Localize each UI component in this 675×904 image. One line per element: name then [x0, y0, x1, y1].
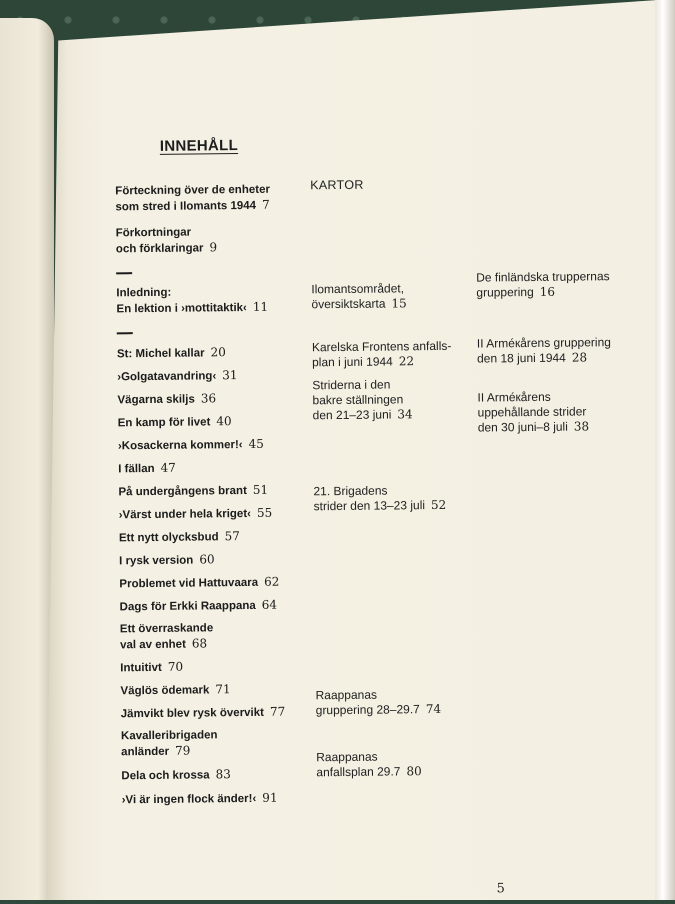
page-ref: 38 — [573, 419, 590, 434]
page-ref: 79 — [175, 743, 191, 758]
toc-entry: Förkortningar och förklaringar 9 — [115, 226, 218, 256]
toc-entry: Jämvikt blev rysk övervikt 77 — [120, 704, 286, 721]
page-ref: 52 — [430, 497, 447, 513]
toc-entry: Väglös ödemark 71 — [120, 682, 231, 698]
page-ref: 68 — [191, 636, 208, 651]
page-ref: 71 — [215, 682, 231, 697]
page-ref: 7 — [261, 197, 270, 212]
page-ref: 16 — [539, 284, 556, 299]
toc-entry: Dela och krossa 83 — [121, 767, 231, 783]
page-ref: 36 — [200, 391, 217, 406]
map-entry: 21. Brigadens strider den 13–23 juli 52 — [313, 483, 447, 514]
page-number: 5 — [496, 881, 505, 897]
page-ref: 15 — [391, 296, 407, 311]
toc-entry: Inledning: En lektion i ›mottitaktik‹ 11 — [116, 286, 269, 316]
toc-entry: Ett nytt olycksbud 57 — [118, 529, 240, 545]
page-ref: 83 — [215, 767, 231, 782]
toc-entry: Vägarna skiljs 36 — [117, 391, 217, 407]
map-entry: Raappanas gruppering 28–29.7 74 — [315, 687, 442, 718]
page-ref: 11 — [252, 299, 269, 314]
page-ref: 34 — [397, 407, 413, 422]
toc-entry: I rysk version 60 — [119, 552, 215, 568]
page-ref: 47 — [160, 460, 176, 475]
toc-entry: ›Vi är ingen flock änder!‹ 91 — [121, 790, 278, 807]
maps-column-right — [476, 269, 646, 435]
maps-column — [310, 177, 475, 780]
page-ref: 91 — [262, 790, 278, 805]
page-ref: 60 — [199, 552, 215, 567]
page-ref: 74 — [425, 701, 442, 717]
page-ref: 51 — [252, 482, 269, 497]
page-ref: 55 — [256, 505, 273, 520]
toc-entry: Förteckning över de enheter som stred i Ilomants 1944 7 — [115, 183, 270, 214]
page-ref: 20 — [210, 345, 226, 360]
page-ref: 62 — [263, 574, 280, 589]
toc-entry: På undergångens brant 51 — [118, 482, 269, 499]
page-ref: 80 — [406, 764, 422, 779]
toc-entry: I fällan 47 — [118, 460, 176, 476]
map-entry: Raappanas anfallsplan 29.7 80 — [316, 749, 422, 780]
toc-entry: Dags för Erkki Raappana 64 — [119, 597, 278, 614]
chapters-column — [115, 182, 295, 807]
page-ref: 45 — [248, 436, 264, 451]
map-entry: De finländska truppernas gruppering 16 — [476, 269, 610, 300]
toc-entry: St: Michel kallar 20 — [116, 345, 226, 361]
toc-entry: Ett överraskande val av enhet 68 — [119, 622, 214, 652]
page-ref: 40 — [216, 414, 232, 429]
toc-entry: ›Golgatavandring‹ 31 — [117, 368, 238, 384]
toc-entry: ›Kosackerna kommer!‹ 45 — [117, 436, 264, 453]
page-title: INNEHÅLL — [159, 137, 239, 155]
section-rule — [116, 272, 132, 274]
map-entry: Ilomantsområdet, översiktskarta 15 — [311, 281, 407, 312]
toc-entry: Kavalleribrigaden anländer 79 — [120, 729, 218, 759]
page-ref: 31 — [222, 368, 238, 383]
toc-entry: ›Värst under hela kriget‹ 55 — [118, 505, 273, 522]
map-entry: Karelska Frontens anfalls- plan i juni 1944 22 — [311, 338, 452, 370]
page-ref: 22 — [398, 354, 415, 369]
page-ref: 64 — [261, 597, 278, 612]
page-ref: 77 — [269, 704, 286, 719]
maps-heading: KARTOR — [310, 177, 364, 193]
page-ref: 57 — [224, 529, 240, 544]
page-ref: 70 — [167, 659, 184, 674]
toc-entry: En kamp för livet 40 — [117, 414, 232, 430]
map-entry: II Arméкårens gruppering den 18 juni 1944 28 — [476, 335, 611, 366]
toc-entry: Problemet vid Hattuvaara 62 — [119, 574, 280, 591]
page-ref: 28 — [571, 350, 588, 365]
map-entry: Striderna i den bakre ställningen den 21–23 juni 34 — [312, 377, 413, 423]
page-ref: 9 — [209, 240, 218, 255]
map-entry: II Arméкårens uppehållande strider den 30 juni–8 juli 38 — [477, 389, 590, 435]
section-rule — [117, 332, 133, 334]
toc-entry: Intuitivt 70 — [120, 659, 184, 675]
